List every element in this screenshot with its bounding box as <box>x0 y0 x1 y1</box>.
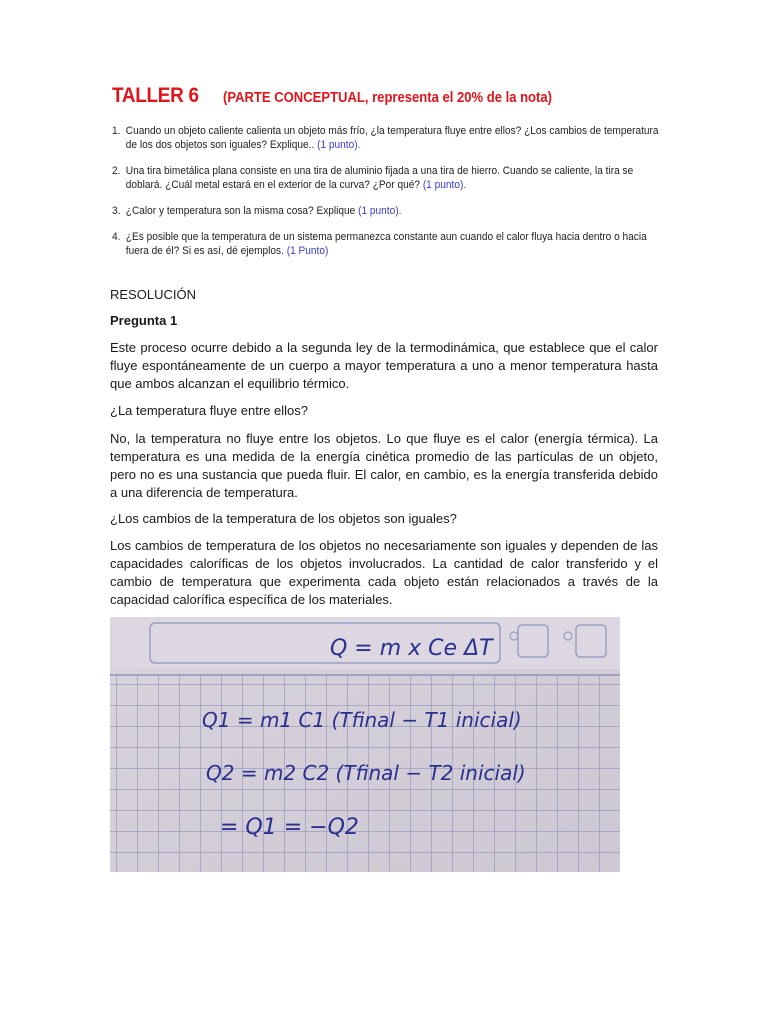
paragraph-1: Este proceso ocurre debido a la segunda ley de la termodinámica, que establece que el calor fluye espontáneamente de un cuerpo a mayor temperatura a uno a menor temperatura hasta que ambos alcanzan el equilibrio térmico. <box>110 340 658 391</box>
paragraph-1-block <box>110 339 658 393</box>
question-item <box>112 204 669 218</box>
question-heading: Pregunta 1 <box>110 313 178 328</box>
paragraph-2: No, la temperatura no fluye entre los objetos. Lo que fluye es el calor (energía térmica). La temperatura es una medida de la energía cinética promedio de las partículas de un objeto, pero no es una sustancia que pueda fluir. El calor, en cambio, es la energía transferida debido a una diferencia de temperatura. <box>110 431 658 500</box>
question-list <box>112 124 657 258</box>
subquestion-2: ¿Los cambios de la temperatura de los objetos son iguales? <box>110 511 457 526</box>
section-title: RESOLUCIÓN <box>110 287 196 302</box>
assignment-header <box>112 84 657 270</box>
question-number: 2. <box>112 165 121 177</box>
title-line <box>112 84 657 114</box>
question-text: Cuando un objeto caliente calienta un objeto más frío, ¿la temperatura fluye entre ellos? ¿Los cambios de temperatura de los dos objetos son iguales? Explique.. <box>125 125 659 151</box>
question-item <box>112 124 669 152</box>
question-heading-block <box>110 312 658 330</box>
handwritten-equations-photo <box>110 617 620 872</box>
question-number: 1. <box>112 125 121 137</box>
subquestion-1: ¿La temperatura fluye entre ellos? <box>110 403 308 418</box>
subquestion-1-block <box>110 402 658 420</box>
question-points: (1 punto). <box>422 179 467 191</box>
question-points: (1 punto). <box>358 205 402 217</box>
question-number: 3. <box>112 205 121 217</box>
assignment-subtitle: (PARTE CONCEPTUAL, representa el 20% de la nota) <box>222 90 552 106</box>
hand-line-3: Q2 = m2 C2 (Tfinal − T2 inicial) <box>206 761 526 785</box>
question-text: ¿Es posible que la temperatura de un sistema permanezca constante aun cuando el calor fluya hacia dentro o hacia fuera de él? Si es así, dé ejemplos. <box>125 231 647 257</box>
question-text: Una tira bimetálica plana consiste en una tira de aluminio fijada a una tira de hierro. Cuando se caliente, la tira se doblará. ¿Cuál metal estará en el exterior de la curva? ¿Por qué? <box>125 165 634 191</box>
question-item <box>112 230 669 258</box>
hand-line-1: Q = m x Ce ΔT <box>330 636 493 661</box>
section-label <box>110 286 658 304</box>
question-text: ¿Calor y temperatura son la misma cosa? Explique <box>125 205 356 217</box>
question-item <box>112 164 669 192</box>
paragraph-3: Los cambios de temperatura de los objetos no necesariamente son iguales y dependen de las capacidades caloríficas de los objetos involucrados. La cantidad de calor transferido y el cambio de temperatura que experimenta cada objeto están relacionados a través de la capacidad calorífica específica de los materiales. <box>110 538 658 607</box>
paragraph-2-block <box>110 430 658 502</box>
hand-line-4: = Q1 = −Q2 <box>220 815 359 840</box>
question-points: (1 Punto) <box>286 245 329 257</box>
hand-line-2: Q1 = m1 C1 (Tfinal − T1 inicial) <box>202 708 522 732</box>
question-points: (1 punto). <box>317 139 361 151</box>
assignment-title: TALLER 6 <box>112 84 199 107</box>
subquestion-2-block <box>110 510 658 528</box>
paragraph-3-block <box>110 537 658 609</box>
notebook-page-drawing <box>110 617 620 872</box>
question-number: 4. <box>112 231 121 243</box>
